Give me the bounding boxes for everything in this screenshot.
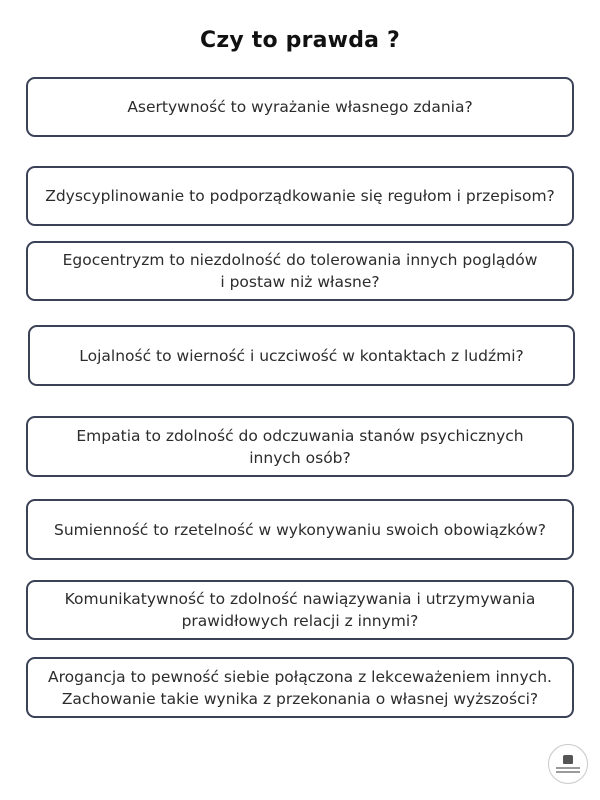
question-card-line: Komunikatywność to zdolność nawiązywania i utrzymywania [64,590,536,608]
question-card-line: prawidłowych relacji z innymi? [181,612,419,630]
question-card-discipline [26,166,574,226]
question-card-line: Empatia to zdolność do odczuwania stanów psychicznych [76,426,524,445]
question-card-line: Lojalność to wierność i uczciwość w kontaktach z ludźmi? [79,346,524,365]
logo-line [556,767,580,769]
question-card-assertiveness [26,77,574,137]
question-card-line: Sumienność to rzetelność w wykonywaniu swoich obowiązków? [53,520,546,539]
question-card-empathy [26,416,574,477]
question-card-arrogance [26,657,574,718]
page-title: Czy to prawda ? [199,28,401,53]
question-card-line: innych osób? [249,448,351,467]
question-card-line: Egocentryzm to niezdolność do tolerowania innych poglądów [62,251,538,269]
question-card-line: i postaw niż własne? [220,273,380,291]
question-card-line: Asertywność to wyrażanie własnego zdania? [127,98,473,116]
question-card-line: Zdyscyplinowanie to podporządkowanie się regułom i przepisom? [45,187,555,205]
logo-mark [563,755,573,764]
publisher-logo-icon [548,744,588,784]
question-card-line: Zachowanie takie wynika z przekonania o własnej wyższości? [61,689,539,708]
question-card-line: Arogancja to pewność siebie połączona z lekceważeniem innych. [48,667,552,686]
question-card-egocentrism [26,241,574,301]
question-card-communicativeness [26,580,574,640]
logo-line [556,771,580,773]
question-card-loyalty [28,325,575,386]
question-card-conscientiousness [26,499,574,560]
